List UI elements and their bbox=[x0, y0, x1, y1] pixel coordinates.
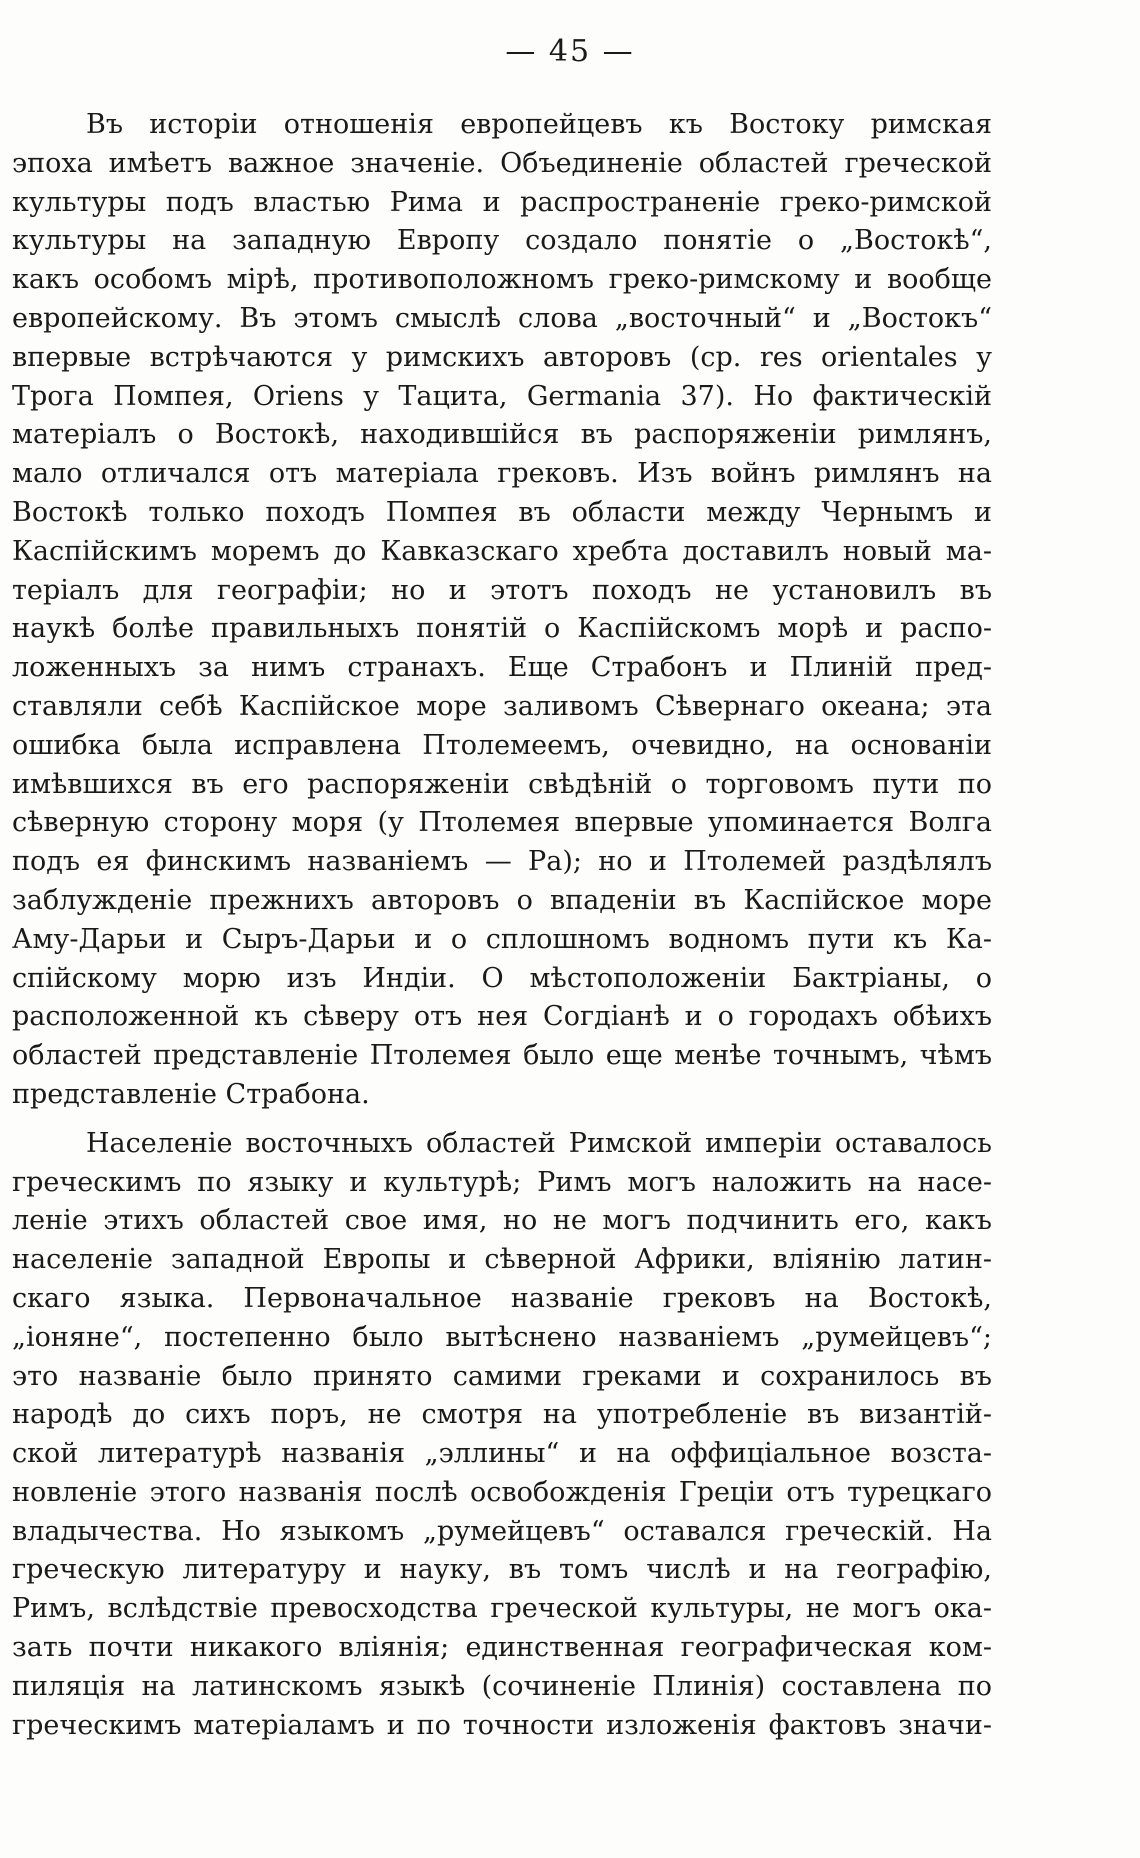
body-text bbox=[12, 106, 992, 1745]
text-line: это названіе было принято самими греками и сохранилось въ bbox=[12, 1360, 992, 1392]
text-line: заблужденіе прежнихъ авторовъ о впаденіи въ Каспійское море bbox=[12, 884, 992, 916]
text-line: имѣвшихся въ его распоряженіи свѣдѣній о торговомъ пути по bbox=[12, 768, 992, 800]
text-line: эпоха имѣетъ важное значеніе. Объединеніе областей греческой bbox=[12, 147, 992, 179]
text-line: областей представленіе Птолемея было еще менѣе точнымъ, чѣмъ bbox=[12, 1040, 992, 1072]
text-line: ложенныхъ за нимъ странахъ. Еще Страбонъ и Плиній пред- bbox=[12, 652, 992, 684]
page-number: — 45 — bbox=[505, 34, 635, 69]
text-line: расположенной къ сѣверу отъ нея Согдіанѣ и о городахъ обѣихъ bbox=[12, 1001, 992, 1033]
text-line: европейскому. Въ этомъ смыслѣ слова „восточный“ и „Востокъ“ bbox=[12, 302, 992, 334]
text-line: подъ ея финскимъ названіемъ — Ра); но и Птолемей раздѣлялъ bbox=[12, 846, 992, 878]
text-line: греческую литературу и науку, въ томъ числѣ и на географію, bbox=[12, 1554, 992, 1586]
text-line: населеніе западной Европы и сѣверной Африки, вліянію латин- bbox=[12, 1244, 992, 1276]
paragraph-spacer bbox=[12, 1115, 992, 1125]
text-line: культуры на западную Европу создало понятіе о „Востокѣ“, bbox=[12, 225, 992, 257]
text-line: Аму-Дарьи и Сыръ-Дарьи и о сплошномъ водномъ пути къ Ка- bbox=[12, 923, 992, 955]
text-line: новленіе этого названія послѣ освобожденія Греціи отъ турецкаго bbox=[12, 1476, 992, 1508]
text-line: скаго языка. Первоначальное названіе грековъ на Востокѣ, bbox=[12, 1282, 992, 1314]
text-line: леніе этихъ областей свое имя, но не могъ подчинить его, какъ bbox=[12, 1205, 992, 1237]
text-line: представленіе Страбона. bbox=[12, 1078, 370, 1110]
text-line: Населеніе восточныхъ областей Римской имперіи оставалось bbox=[86, 1127, 992, 1159]
text-line: „іоняне“, постепенно было вытѣснено названіемъ „румейцевъ“; bbox=[12, 1321, 992, 1353]
text-line: народѣ до сихъ поръ, не смотря на употребленіе въ византій- bbox=[12, 1399, 992, 1431]
text-line: спійскому морю изъ Индіи. О мѣстоположеніи Бактріаны, о bbox=[12, 962, 992, 994]
text-line: зать почти никакого вліянія; единственная географическая ком- bbox=[12, 1632, 992, 1664]
text-line: впервые встрѣчаются у римскихъ авторовъ (ср. res orientales у bbox=[12, 341, 992, 373]
text-line: наукѣ болѣе правильныхъ понятій о Каспійскомъ морѣ и распо- bbox=[12, 613, 992, 645]
text-line: Въ исторіи отношенія европейцевъ къ Востоку римская bbox=[86, 109, 992, 140]
paragraph-1 bbox=[12, 106, 992, 1115]
text-line: Каспійскимъ моремъ до Кавказскаго хребта доставилъ новый ма- bbox=[12, 535, 992, 567]
text-line: ошибка была исправлена Птолемеемъ, очевидно, на основаніи bbox=[12, 729, 992, 761]
text-line: Востокѣ только походъ Помпея въ области между Чернымъ и bbox=[12, 496, 992, 528]
text-line: мало отличался отъ матеріала грековъ. Изъ войнъ римлянъ на bbox=[12, 458, 992, 490]
paragraph-2 bbox=[12, 1125, 992, 1746]
text-line: культуры подъ властью Рима и распространеніе греко-римской bbox=[12, 186, 992, 218]
text-line: пиляція на латинскомъ языкѣ (сочиненіе Плинія) составлена по bbox=[12, 1670, 992, 1702]
text-line: греческимъ по языку и культурѣ; Римъ могъ наложить на насе- bbox=[12, 1166, 992, 1198]
text-line: греческимъ матеріаламъ и по точности изложенія фактовъ значи- bbox=[12, 1709, 992, 1741]
text-line: ставляли себѣ Каспійское море заливомъ Сѣвернаго океана; эта bbox=[12, 690, 992, 722]
text-line: какъ особомъ мірѣ, противоположномъ греко-римскому и вообще bbox=[12, 264, 992, 296]
text-line: Римъ, вслѣдствіе превосходства греческой культуры, не могъ ока- bbox=[12, 1593, 992, 1625]
text-line: владычества. Но языкомъ „румейцевъ“ оставался греческій. На bbox=[12, 1515, 992, 1547]
text-line: теріалъ для географіи; но и этотъ походъ не установилъ въ bbox=[12, 574, 992, 606]
text-line: матеріалъ о Востокѣ, находившійся въ распоряженіи римлянъ, bbox=[12, 419, 992, 451]
text-line: сѣверную сторону моря (у Птолемея впервые упоминается Волга bbox=[12, 807, 992, 839]
text-line: ской литературѣ названія „эллины“ и на оффиціальное возста- bbox=[12, 1438, 992, 1470]
text-line: Трога Помпея, Oriens у Тацита, Germania 37). Но фактическій bbox=[12, 380, 992, 412]
